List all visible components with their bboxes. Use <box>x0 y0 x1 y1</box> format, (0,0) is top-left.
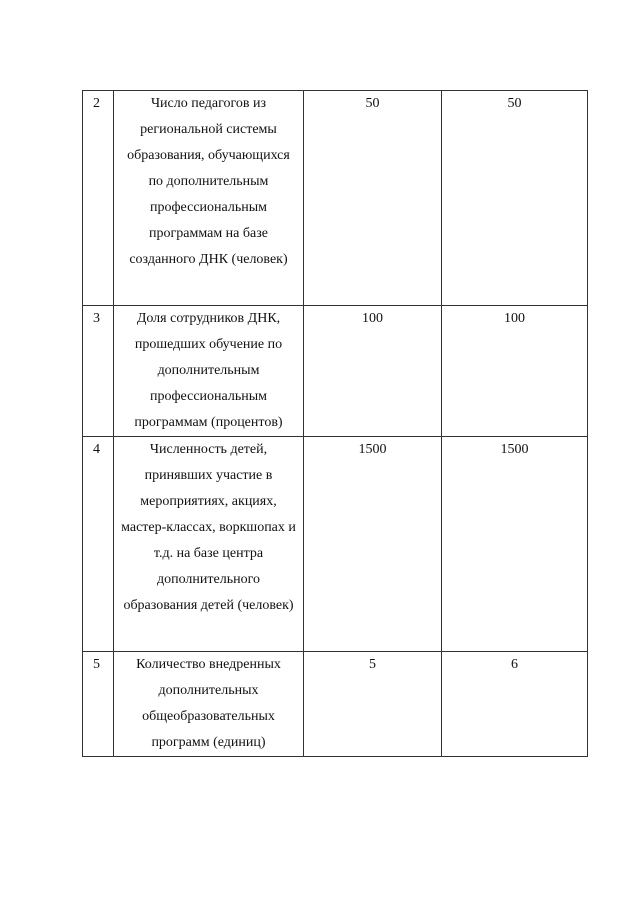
indicators-table <box>82 90 588 757</box>
row-number: 2 <box>83 91 114 306</box>
indicator-value-1: 5 <box>304 652 442 757</box>
indicator-value-1: 50 <box>304 91 442 306</box>
indicator-name: Число педагогов из региональной системы образования, обучающихся по дополнительным профессиональным программам на базе созданного ДНК (человек) <box>114 91 304 306</box>
row-number: 4 <box>83 437 114 652</box>
indicator-value-2: 100 <box>442 306 588 437</box>
indicator-value-2: 50 <box>442 91 588 306</box>
indicator-value-2: 1500 <box>442 437 588 652</box>
row-number: 3 <box>83 306 114 437</box>
indicator-value-2: 6 <box>442 652 588 757</box>
indicator-value-1: 100 <box>304 306 442 437</box>
table-row <box>83 652 588 757</box>
indicator-name: Количество внедренных дополнительных общеобразовательных программ (единиц) <box>114 652 304 757</box>
table-row <box>83 437 588 652</box>
table-row <box>83 306 588 437</box>
row-number: 5 <box>83 652 114 757</box>
indicator-value-1: 1500 <box>304 437 442 652</box>
indicator-name: Численность детей, принявших участие в мероприятиях, акциях, мастер-классах, воркшопах и т.д. на базе центра дополнительного образования детей (человек) <box>114 437 304 652</box>
table-row <box>83 91 588 306</box>
indicator-name: Доля сотрудников ДНК, прошедших обучение по дополнительным профессиональным программам (процентов) <box>114 306 304 437</box>
